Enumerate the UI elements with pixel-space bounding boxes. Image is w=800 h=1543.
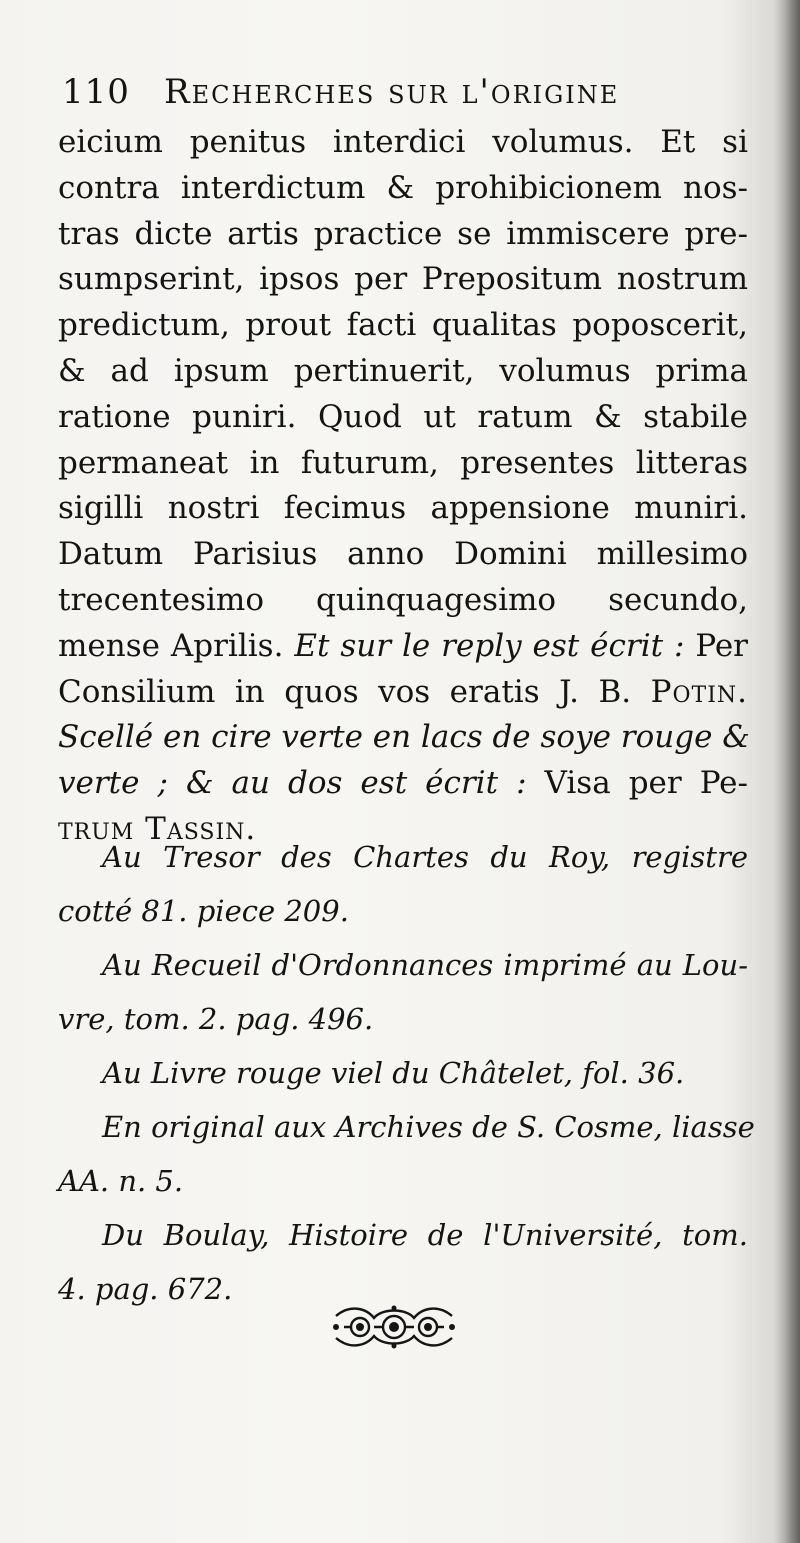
page-number: 110: [62, 72, 130, 112]
source-references: [58, 830, 755, 1316]
text-line: tras dicte artis practice se immiscere pre-: [58, 215, 748, 252]
italic-note: Et sur le reply est écrit :: [294, 627, 685, 664]
page-gutter-shadow: [774, 0, 800, 1543]
text-line: eicium penitus interdici volumus. Et si: [58, 124, 748, 160]
text-line: [58, 624, 748, 670]
source-line: Au Tresor des Chartes du Roy, registre: [102, 840, 748, 874]
text-line: sigilli nostri fecimus appensione muniri.: [58, 490, 748, 527]
source-line: cotté 81. piece 209.: [58, 894, 349, 928]
floral-tailpiece-ornament-icon: [330, 1300, 458, 1354]
text-segment: Per: [695, 627, 748, 664]
source-line: Du Boulay, Histoire de l'Université, tom.: [102, 1218, 748, 1252]
page-header: [62, 72, 742, 120]
source-line: 4. pag. 672.: [58, 1272, 233, 1306]
text-line: ratione puniri. Quod ut ratum & stabile: [58, 398, 748, 435]
source-line: AA. n. 5.: [58, 1164, 184, 1198]
text-segment: Visa per Pe-: [544, 765, 748, 802]
text-segment: Consilium in quos vos eratis J. B.: [58, 673, 632, 710]
text-line: & ad ipsum pertinuerit, volumus prima: [58, 352, 748, 389]
source-line: Au Livre rouge viel du Châtelet, fol. 36.: [102, 1056, 685, 1090]
running-title: Recherches sur l'origine: [164, 72, 620, 112]
signatory-name: Potin.: [650, 673, 748, 710]
charter-text: [58, 120, 748, 853]
text-line: sumpserint, ipsos per Prepositum nostrum: [58, 261, 748, 298]
text-line: contra interdictum & prohibicionem nos-: [58, 169, 748, 206]
text-segment: mense Aprilis.: [58, 627, 284, 664]
source-line: vre, tom. 2. pag. 496.: [58, 1002, 374, 1036]
text-line: Datum Parisius anno Domini millesimo: [58, 536, 748, 573]
text-line: permaneat in futurum, presentes litteras: [58, 444, 748, 481]
seal-description: Scellé en cire verte en lacs de soye rouge &: [58, 719, 750, 756]
text-line: predictum, prout facti qualitas poposcerit,: [58, 307, 748, 344]
signatory-name: trum Tassin.: [58, 810, 257, 847]
source-line: En original aux Archives de S. Cosme, liasse: [102, 1110, 755, 1144]
italic-note: verte ; & au dos est écrit :: [58, 765, 527, 802]
text-line: trecentesimo quinquagesimo secundo,: [58, 581, 748, 618]
text-line: [58, 670, 748, 716]
text-line: [58, 761, 748, 807]
source-line: Au Recueil d'Ordonnances imprimé au Lou-: [102, 948, 748, 982]
